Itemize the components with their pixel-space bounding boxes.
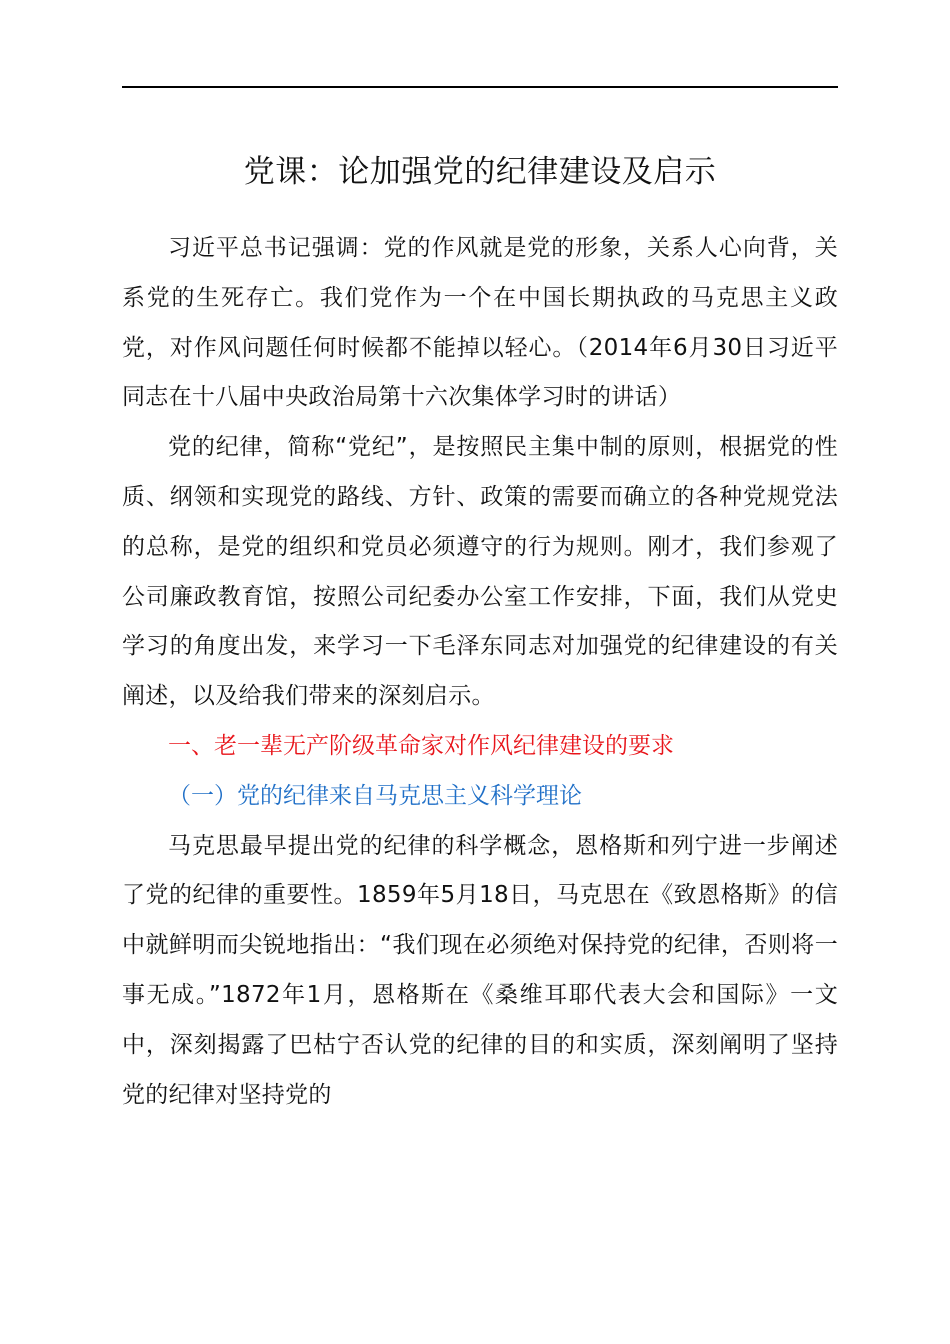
document-title: 党课：论加强党的纪律建设及启示 xyxy=(243,154,717,190)
paragraph-marx: 马克思最早提出党的纪律的科学概念，恩格斯和列宁进一步阐述了党的纪律的重要性。1859年5月18日，马克思在《致恩格斯》的信中就鲜明而尖锐地指出：“我们现在必须绝对保持党的纪律，否则将一事无成。”1872年1月，恩格斯在《桑维耳耶代表大会和国际》一文中，深刻揭露了巴枯宁否认党的纪律的目的和实质，深刻阐明了坚持党的纪律对坚持党的 xyxy=(122,832,838,1108)
paragraph-quote: 习近平总书记强调：党的作风就是党的形象，关系人心向背，关系党的生死存亡。我们党作为一个在中国长期执政的马克思主义政党，对作风问题任何时候都不能掉以轻心。（2014年6月30日习近平同志在十八届中央政治局第十六次集体学习时的讲话） xyxy=(122,235,838,411)
header-rule xyxy=(122,86,838,88)
paragraph-definition: 党的纪律，简称“党纪”，是按照民主集中制的原则，根据党的性质、纲领和实现党的路线、方针、政策的需要而确立的各种党规党法的总称，是党的组织和党员必须遵守的行为规则。刚才，我们参观了公司廉政教育馆，按照公司纪委办公室工作安排，下面，我们从党史学习的角度出发，来学习一下毛泽东同志对加强党的纪律建设的有关阐述，以及给我们带来的深刻启示。 xyxy=(122,434,838,710)
subsection-heading: （一）党的纪律来自马克思主义科学理论 xyxy=(168,782,582,809)
document-body xyxy=(122,224,838,1120)
section-heading: 一、老一辈无产阶级革命家对作风纪律建设的要求 xyxy=(168,732,674,759)
